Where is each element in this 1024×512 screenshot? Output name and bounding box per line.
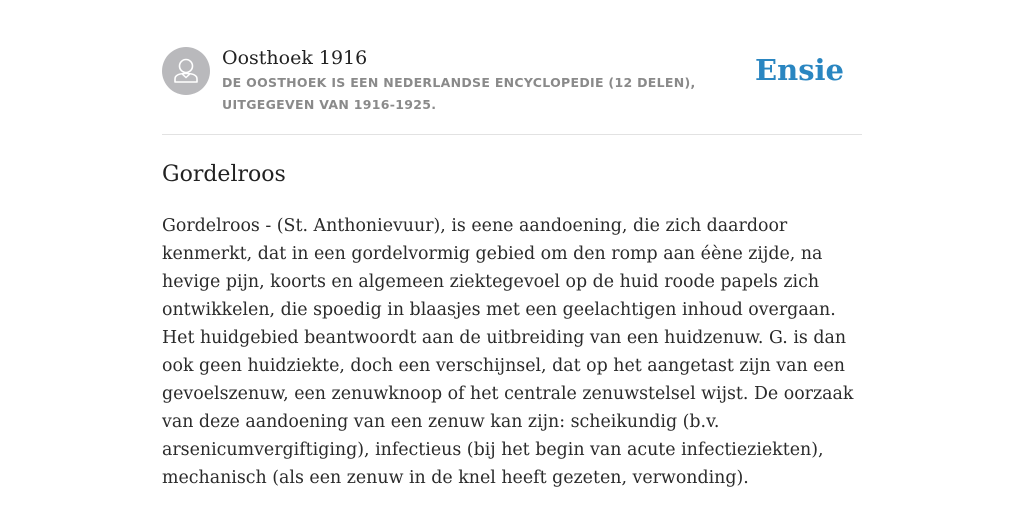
source-title[interactable]: Oosthoek 1916 <box>222 47 368 69</box>
avatar[interactable] <box>162 47 210 95</box>
article-title: Gordelroos <box>162 162 286 187</box>
source-header <box>162 44 862 135</box>
user-silhouette-icon <box>162 47 210 95</box>
brand-logo-link[interactable]: Ensie <box>755 53 844 87</box>
source-description: DE OOSTHOEK IS EEN NEDERLANDSE ENCYCLOPEDIE (12 DELEN), UITGEGEVEN VAN 1916-1925. <box>222 75 696 112</box>
article-body: Gordelroos - (St. Anthonievuur), is eene aandoening, die zich daardoor kenmerkt, dat in een gordelvormig gebied om den romp aan éène zijde, na hevige pijn, koorts en algemeen ziektegevoel op de huid roode papels zich ontwikkelen, die spoedig in blaasjes met een geelachtigen inhoud overgaan. Het huidgebied beantwoordt aan de uitbreiding van een huidzenuw. G. is dan ook geen huidziekte, doch een verschijnsel, dat op het aangetast zijn van een gevoelszenuw, een zenuwknoop of het centrale zenuwstelsel wijst. De oorzaak van deze aandoening van een zenuw kan zijn: scheikundig (b.v. arsenicumvergiftiging), infectieus (bij het begin van acute infectieziekten), mechanisch (als een zenuw in de knel heeft gezeten, verwonding). <box>162 216 854 488</box>
